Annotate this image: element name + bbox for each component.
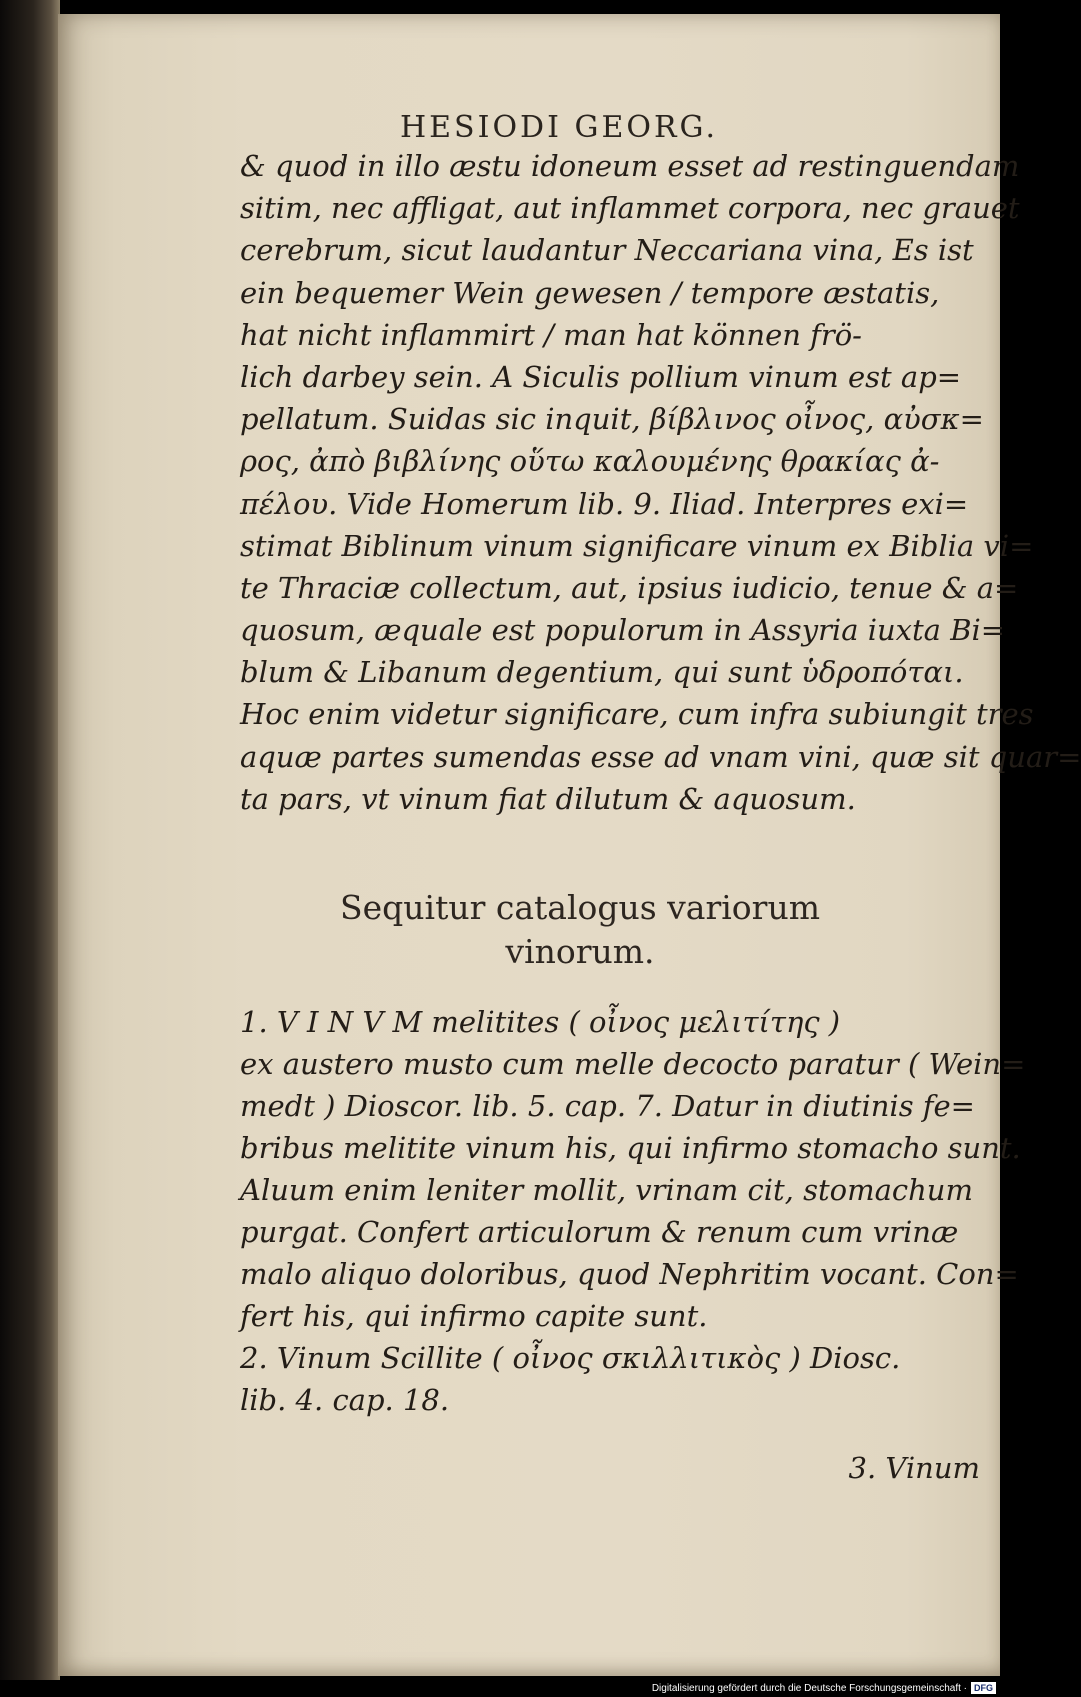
text-line: Aluum enim leniter mollit, vrinam cit, stomachum [240, 1173, 973, 1207]
catalog-entries [240, 1001, 1026, 1421]
text-line: te Thraciæ collectum, aut, ipsius iudicio, tenue & a= [240, 570, 1019, 605]
text-line: fert his, qui infirmo capite sunt. [240, 1299, 708, 1333]
digitization-footer [0, 1680, 1000, 1697]
text-line: cerebrum, sicut laudantur Neccariana vina, Es ist [240, 233, 974, 268]
section-heading [300, 886, 860, 974]
text-line: sitim, nec affligat, aut inflammet corpora, nec grauet [240, 191, 1020, 226]
text-line: stimat Biblinum vinum significare vinum ex Biblia vi= [240, 528, 1034, 563]
text-line: malo aliquo doloribus, quod Nephritim vocant. Con= [240, 1257, 1019, 1291]
dfg-logo: DFG [971, 1682, 996, 1694]
text-line: lib. 4. cap. 18. [240, 1383, 450, 1417]
text-line: ex austero musto cum melle decocto paratur ( Wein= [240, 1047, 1026, 1081]
text-line: ta pars, vt vinum fiat dilutum & aquosum. [240, 781, 856, 816]
book-binding-edge [0, 0, 60, 1680]
text-line: ein bequemer Wein gewesen / tempore æstatis, [240, 275, 940, 310]
catchword: 3. Vinum [848, 1451, 980, 1485]
text-line: πέλου. Vide Homerum lib. 9. Iliad. Interpres exi= [240, 486, 969, 521]
text-line: & quod in illo æstu idoneum esset ad restinguendam [240, 149, 1020, 183]
text-line: lich darbey sein. A Siculis pollium vinum est ap= [240, 359, 962, 394]
text-line: 1. V I N V M melitites ( οἶνος μελιτίτης ) [240, 1005, 841, 1039]
section-heading-line: vinorum. [505, 932, 655, 971]
text-line: bribus melitite vinum his, qui infirmo stomacho sunt. [240, 1131, 1021, 1165]
text-line: hat nicht inflammirt / man hat können frö- [240, 317, 862, 352]
text-line: aquæ partes sumendas esse ad vnam vini, quæ sit quar= [240, 739, 1081, 774]
funding-credit: Digitalisierung gefördert durch die Deutsche Forschungsgemeinschaft · [651, 1683, 967, 1694]
text-line: medt ) Dioscor. lib. 5. cap. 7. Datur in diutinis fe= [240, 1089, 975, 1123]
text-line: Hoc enim videtur significare, cum infra subiungit tres [240, 697, 1034, 732]
text-line: ρος, ἀπὸ βιβλίνης οὕτω καλουμένης θρακίας ἀ- [240, 444, 940, 479]
text-line: pellatum. Suidas sic inquit, βίβλινος οἶνος, αὐσκ= [240, 402, 984, 437]
body-text [240, 145, 1081, 820]
text-line: blum & Libanum degentium, qui sunt ὑδροπόται. [240, 655, 964, 690]
text-line: 2. Vinum Scillite ( οἶνος σκιλλιτικὸς ) Diosc. [240, 1341, 901, 1375]
section-heading-line: Sequitur catalogus variorum [340, 888, 820, 927]
running-head: HESIODI GEORG. [400, 110, 718, 145]
text-line: purgat. Confert articulorum & renum cum vrinæ [240, 1215, 959, 1249]
text-line: quosum, æquale est populorum in Assyria iuxta Bi= [240, 613, 1006, 648]
